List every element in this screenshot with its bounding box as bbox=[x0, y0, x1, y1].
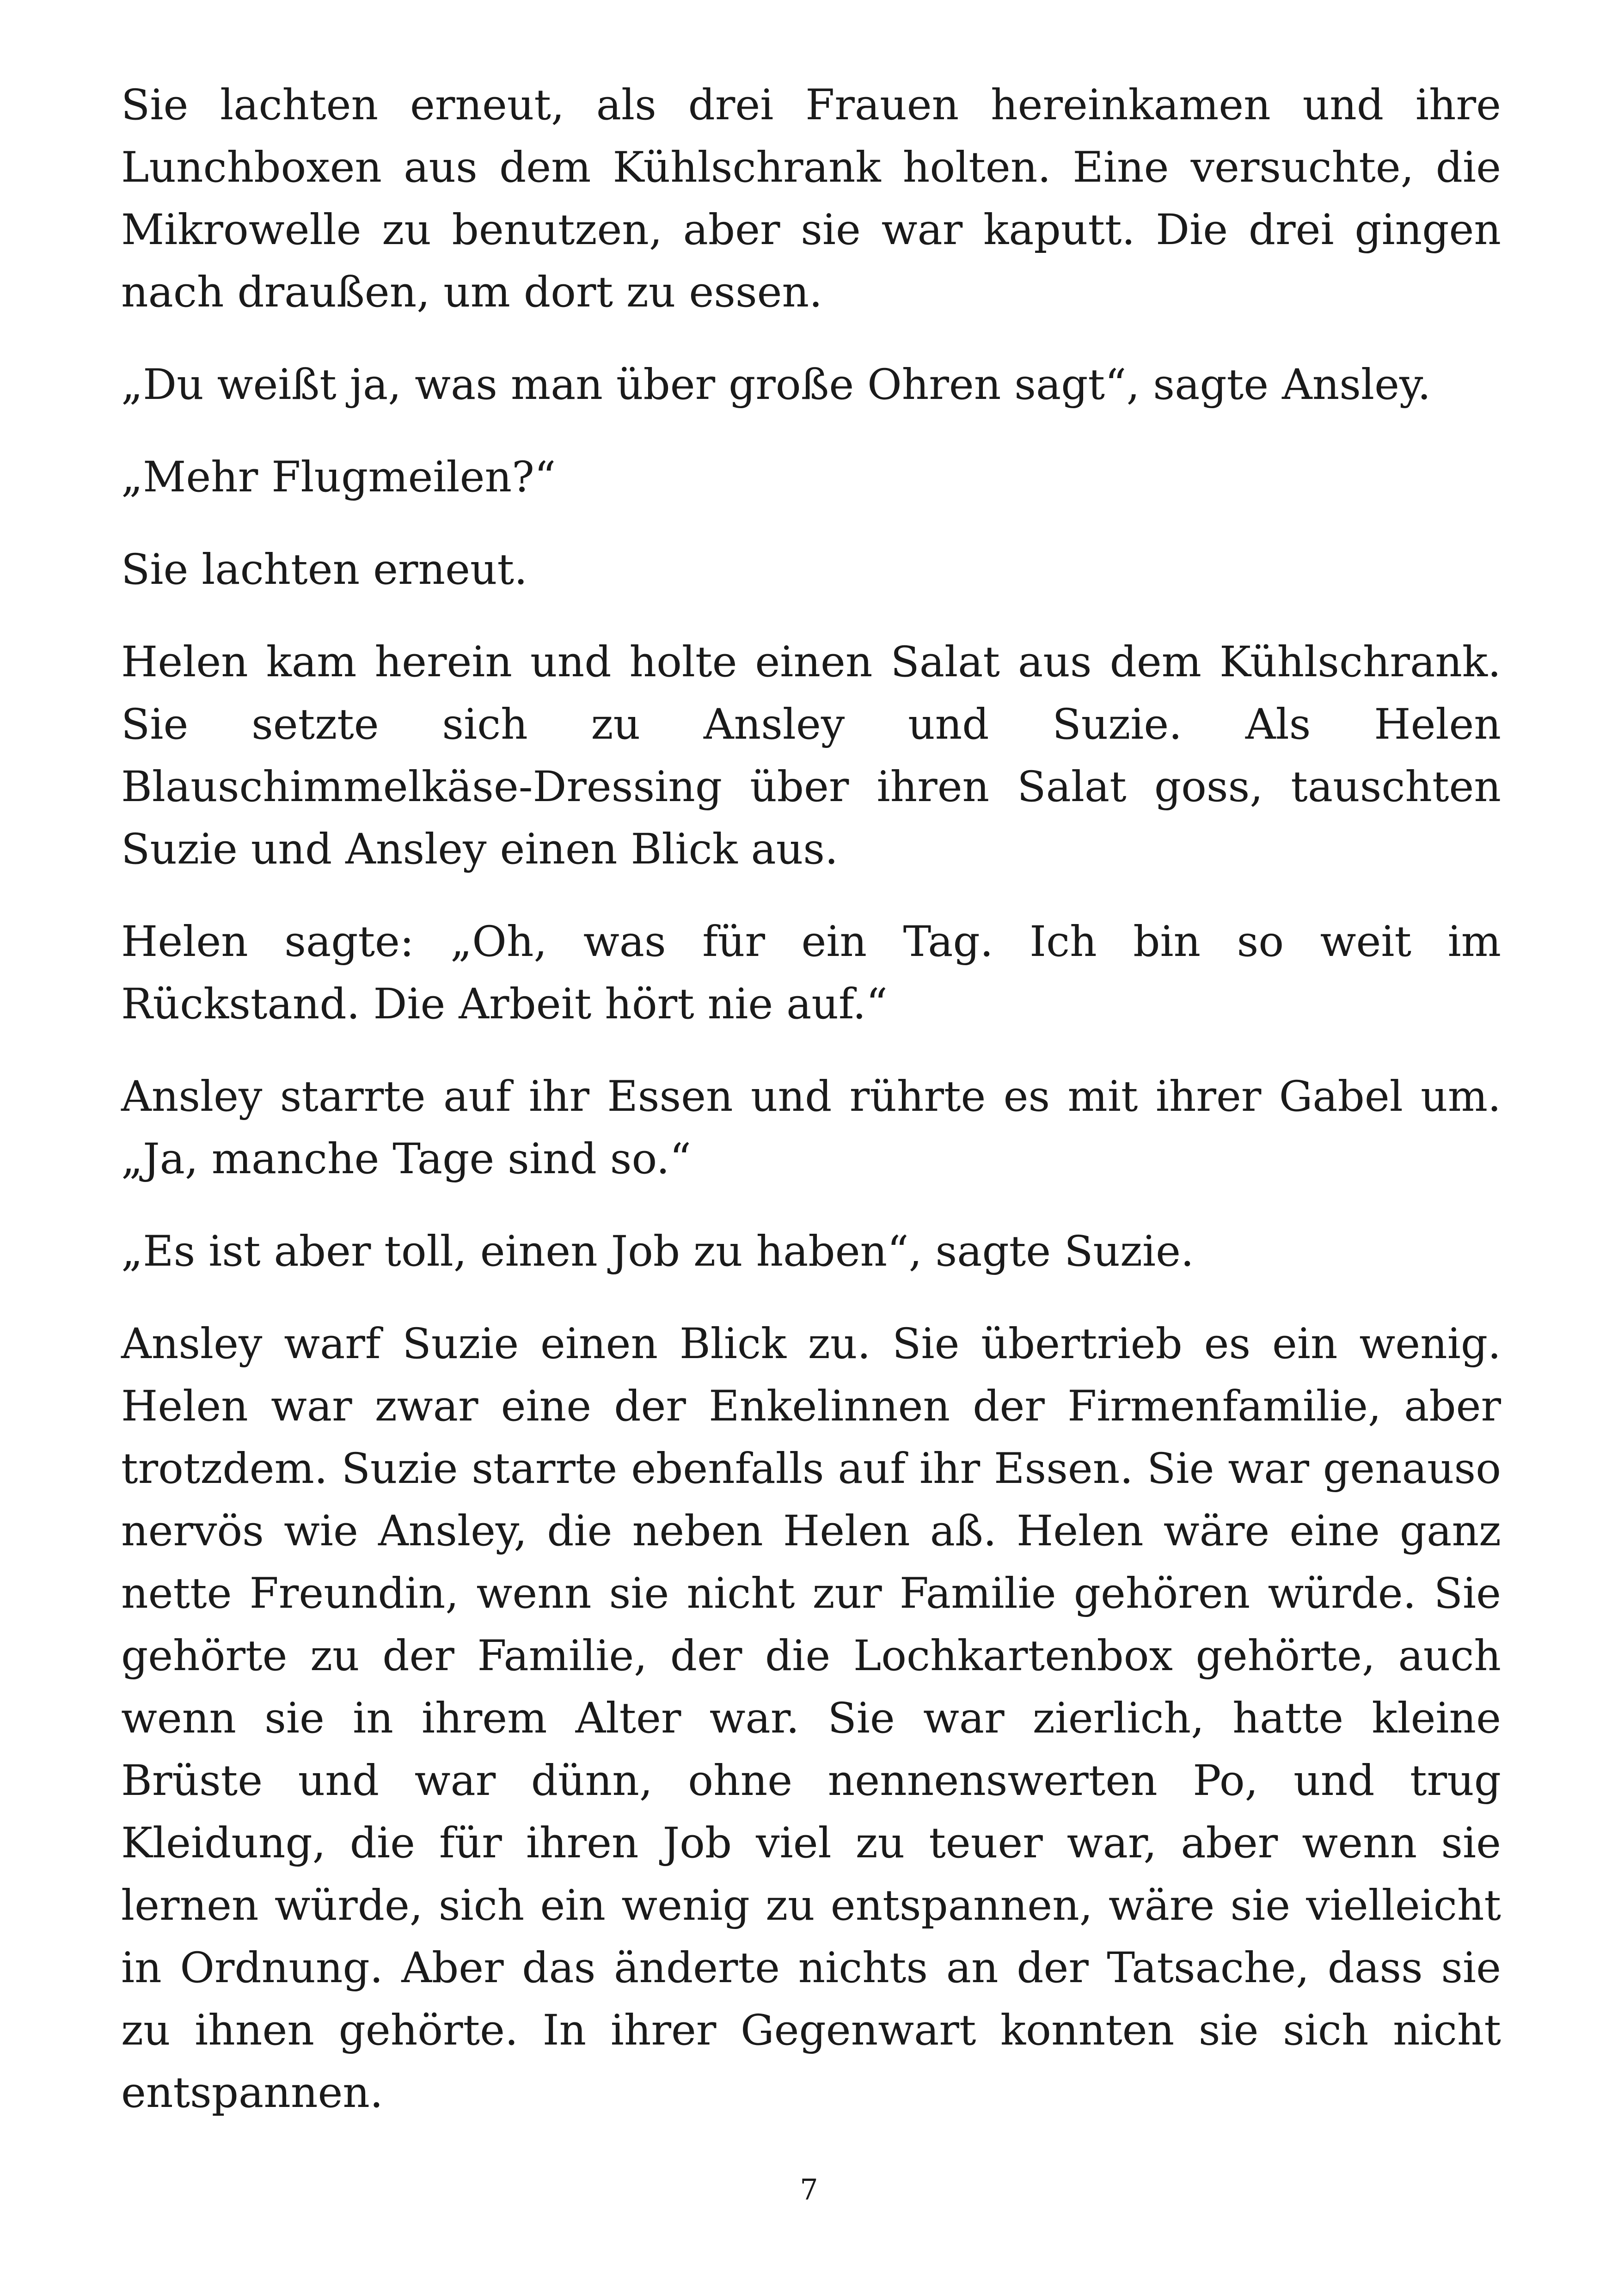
paragraph: Sie lachten erneut, als drei Frauen hereinkamen und ihre Lunchboxen aus dem Kühlschrank holten. Eine versuchte, die Mikrowelle zu benutzen, aber sie war kaputt. Die drei gingen nach draußen, um dort zu essen. bbox=[121, 81, 1501, 317]
paragraph: Ansley starrte auf ihr Essen und rührte es mit ihrer Gabel um. „Ja, manche Tage sind so.“ bbox=[121, 1072, 1501, 1183]
paragraph: Ansley warf Suzie einen Blick zu. Sie übertrieb es ein wenig. Helen war zwar eine der Enkelinnen der Firmenfamilie, aber trotzdem. Suzie starrte ebenfalls auf ihr Essen. Sie war genauso nervös wie Ansley, die neben Helen aß. Helen wäre eine ganz nette Freundin, wenn sie nicht zur Familie gehören würde. Sie gehörte zu der Familie, der die Lochkartenbox gehörte, auch wenn sie in ihrem Alter war. Sie war zierlich, hatte kleine Brüste und war dünn, ohne nennenswerten Po, und trug Kleidung, die für ihren Job viel zu teuer war, aber wenn sie lernen würde, sich ein wenig zu entspannen, wäre sie vielleicht in Ordnung. Aber das änderte nichts an der Tatsache, dass sie zu ihnen gehörte. In ihrer Gegenwart konnten sie sich nicht entspannen. bbox=[121, 1320, 1501, 2117]
body-text bbox=[121, 74, 1501, 2154]
paragraph: Helen kam herein und holte einen Salat aus dem Kühlschrank. Sie setzte sich zu Ansley und Suzie. Als Helen Blauschimmelkäse-Dressing über ihren Salat goss, tauschten Suzie und Ansley einen Blick aus. bbox=[121, 638, 1501, 874]
page-number: 7 bbox=[800, 2173, 818, 2206]
paragraph: „Mehr Flugmeilen?“ bbox=[121, 453, 556, 502]
paragraph: Helen sagte: „Oh, was für ein Tag. Ich bin so weit im Rückstand. Die Arbeit hört nie auf.“ bbox=[121, 918, 1501, 1029]
paragraph: „Du weißt ja, was man über große Ohren sagt“, sagte Ansley. bbox=[121, 361, 1431, 409]
paragraph: Sie lachten erneut. bbox=[121, 545, 528, 594]
paragraph: „Es ist aber toll, einen Job zu haben“, sagte Suzie. bbox=[121, 1227, 1194, 1276]
